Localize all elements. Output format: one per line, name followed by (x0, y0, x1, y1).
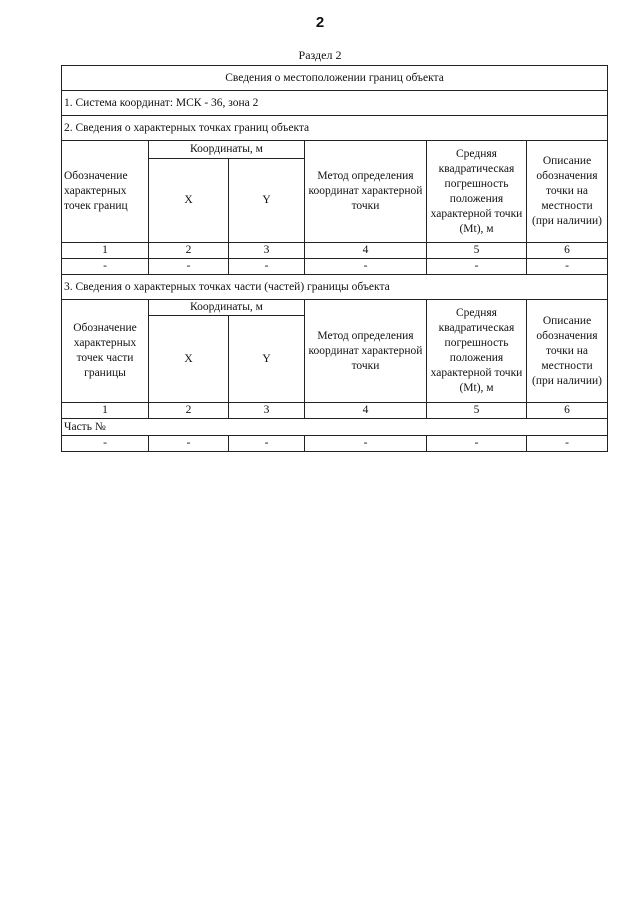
block3-num-1: 1 (62, 403, 149, 419)
block3-num-4: 4 (305, 403, 427, 419)
block2-num-6: 6 (527, 243, 608, 259)
block2-header-row (62, 141, 608, 159)
block3-cell-4: - (305, 436, 427, 452)
block3-data-row (62, 436, 608, 452)
table-title: Сведения о местоположении границ объекта (62, 66, 608, 91)
block3-num-3: 3 (229, 403, 305, 419)
block2-num-5: 5 (427, 243, 527, 259)
block2-data-row (62, 259, 608, 275)
block2-title: 2. Сведения о характерных точках границ объекта (62, 116, 608, 141)
table-title-row (62, 66, 608, 91)
block2-col-error: Средняя квадратическая погрешность положения характерной точки (Mt), м (427, 141, 527, 243)
block2-cell-2: - (149, 259, 229, 275)
block3-cell-2: - (149, 436, 229, 452)
block3-numbers-row (62, 403, 608, 419)
block3-cell-1: - (62, 436, 149, 452)
page-number: 2 (315, 14, 325, 31)
block3-title: 3. Сведения о характерных точках части (частей) границы объекта (62, 275, 608, 300)
block3-part-label: Часть № (62, 419, 608, 436)
block2-cell-3: - (229, 259, 305, 275)
block3-col-description: Описание обозначения точки на местности (при наличии) (527, 300, 608, 403)
block3-col-x: X (149, 316, 229, 403)
block2-numbers-row (62, 243, 608, 259)
block3-title-row (62, 275, 608, 300)
block3-part-row (62, 419, 608, 436)
block2-cell-5: - (427, 259, 527, 275)
block2-title-row (62, 116, 608, 141)
block3-col-coords: Координаты, м (149, 300, 305, 316)
block2-col-description: Описание обозначения точки на местности (при наличии) (527, 141, 608, 243)
block3-num-5: 5 (427, 403, 527, 419)
block2-num-1: 1 (62, 243, 149, 259)
block2-col-method: Метод определения координат характерной точки (305, 141, 427, 243)
block2-cell-4: - (305, 259, 427, 275)
block2-col-x: X (149, 159, 229, 243)
block3-num-2: 2 (149, 403, 229, 419)
block3-col-error: Средняя квадратическая погрешность положения характерной точки (Mt), м (427, 300, 527, 403)
block2-col-designation: Обозначение характерных точек границ (62, 141, 149, 243)
block3-cell-6: - (527, 436, 608, 452)
block2-col-coords: Координаты, м (149, 141, 305, 159)
block2-num-4: 4 (305, 243, 427, 259)
boundaries-table (61, 65, 608, 452)
block3-col-method: Метод определения координат характерной точки (305, 300, 427, 403)
coord-system-row (62, 91, 608, 116)
block2-col-y: Y (229, 159, 305, 243)
block2-cell-1: - (62, 259, 149, 275)
block2-cell-6: - (527, 259, 608, 275)
block3-cell-3: - (229, 436, 305, 452)
block3-num-6: 6 (527, 403, 608, 419)
section-label: Раздел 2 (298, 48, 342, 62)
block3-header-row (62, 300, 608, 316)
block2-num-3: 3 (229, 243, 305, 259)
block3-col-designation: Обозначение характерных точек части границы (62, 300, 149, 403)
coord-system: 1. Система координат: МСК - 36, зона 2 (62, 91, 608, 116)
block3-cell-5: - (427, 436, 527, 452)
block2-num-2: 2 (149, 243, 229, 259)
block3-col-y: Y (229, 316, 305, 403)
